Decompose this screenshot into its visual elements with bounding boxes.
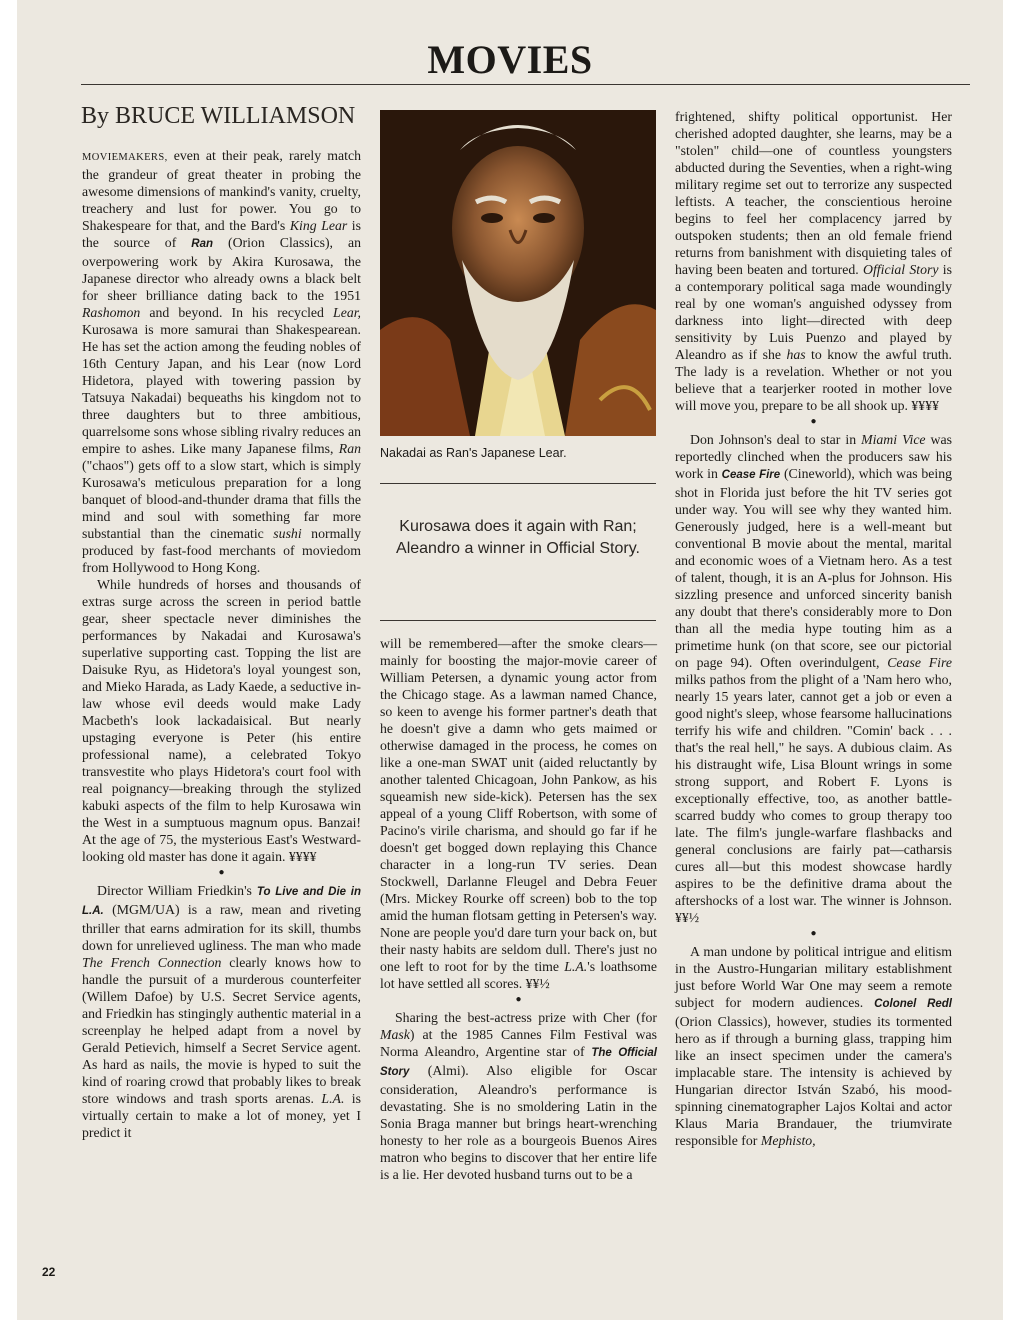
pullquote-top-rule <box>380 483 656 484</box>
column-1 <box>82 147 361 1141</box>
photo-nakadai <box>380 110 656 436</box>
section-bullet: ● <box>515 994 522 1005</box>
review-colonel-redl-paragraph: A man undone by political intrigue and elitism in the Austro-Hungarian military establishment just before World War One may seem a remote subject for modern audiences. Colonel Redl (Orion Classics), however, studies its tormented hero as if through a burning glass, trapping him like an insect specimen under the camera's implacable stare. The intensity is achieved by Hungarian director István Szabó, his mood-spinning cinematographer Lajos Koltai and actor Klaus Maria Brandauer, the triumvirate responsible for Mephisto, <box>675 944 953 1148</box>
pull-quote: Kurosawa does it again with Ran; Aleandro a winner in Official Story. <box>396 518 640 557</box>
pullquote-bottom-rule <box>380 620 656 621</box>
section-bullet: ● <box>810 928 817 939</box>
review-to-live-and-die-continued: will be remembered—after the smoke clears—mainly for boosting the major-movie career of William Petersen, a dynamic young actor from the Chicago stage. As a lawman named Chance, so keen to avenge his former partner's death that he doesn't give a damn who gets maimed or otherwise damaged in the process, he comes on like a one-man SWAT unit (aided reluctantly by another talented Chicagoan, John Pankow, as his squeamish new side-kick). Petersen has the sex appeal of a young Cliff Robertson, with some of Pacino's virile charisma, and should go far if he doesn't get bogged down replaying this Chance character in a long-run TV series. Dean Stockwell, Darlanne Fleugel and Debra Feuer (Mrs. Mickey Rourke off screen) bob to the top amid the human flotsam getting in Petersen's way. None are people you'd dare turn your back on, but their nasty habits are seldom dull. There's just no one left to root for by the time L.A.'s loathsome lot have settled all scores. ¥¥½ <box>380 636 657 991</box>
review-to-live-and-die-paragraph: Director William Friedkin's To Live and Die in L.A. (MGM/UA) is a raw, mean and riveting thriller that earns admiration for its skill, thumbs down for unrelieved ugliness. The man who made The French Connection clearly knows how to handle the pursuit of a murderous counterfeiter (Willem Dafoe) by U.S. Secret Service agents, and Friedkin has stingingly authentic material in a screenplay he helped adapt from a novel by Gerald Petievich, himself a Secret Service agent. As hard as nails, the movie is hyped to suit the kind of roaring crowd that probably likes to break store windows and trash sports arenas. L.A. is virtually certain to make a lot of money, yet I predict it <box>82 883 361 1140</box>
samurai-portrait-image <box>380 110 656 436</box>
column-2 <box>380 635 657 1183</box>
page-number: 22 <box>42 1265 56 1279</box>
section-bullet: ● <box>810 416 817 427</box>
title-divider <box>81 84 970 85</box>
review-ran-paragraph-1: MOVIEMAKERS, even at their peak, rarely match the grandeur of great theater in probing the awesome dimensions of mankind's vanity, cruelty, treachery and lust for power. You go to Shakespeare for that, and the Bard's King Lear is the source of Ran (Orion Classics), an overpowering work by Akira Kurosawa, the Japanese director who already owns a black belt for sheer brilliance dating back to the 1951 Rashomon and beyond. In his recycled Lear, Kurosawa is more samurai than Shakespearean. He has set the action among the feuding nobles of 16th Century Japan, and his Lear (now Lord Hidetora, played with towering passion by Tatsuya Nakadai) bequeaths his kingdom not to three daughters but to three ambitious, quarrelsome sons whose sibling rivalry reduces an empire to ashes. Like many Japanese films, Ran ("chaos") gets off to a slow start, which is simply Kurosawa's meticulous preparation for a long banquet of blood-and-thunder drama that fills the mind and soul with something far more substantial than the cinematic sushi normally produced by fast-food merchants of moviedom from Hollywood to Hong Kong. <box>82 148 361 575</box>
review-cease-fire-paragraph: Don Johnson's deal to star in Miami Vice was reportedly clinched when the producers saw his work in Cease Fire (Cineworld), which was being shot in Florida just before the hit TV series got under way. You will see why they wanted him. Generously judged, here is a well-meant but conventional B movie about the mental, marital and economic woes of a Vietnam hero. As a test of talent, though, it is an A-plus for Johnson. His sizzling presence and unforced sincerity banish any doubt that there's considerably more to Don than all the media hype touting him as a primetime hunk (on that score, see our pictorial on page 94). Often overindulgent, Cease Fire milks pathos from the plight of a 'Nam hero who, nearly 15 years later, cannot get a job or even a good night's sleep, whose fearsome hallucinations terrify his wife and children. "Comin' back . . . that's the real hell," he says. A dubious claim. As his distraught wife, Lisa Blount wrings in some strong support, and Robert F. Lyons is exceptionally effective, too, as another battle-scarred buddy who comes to group therapy too late. The film's jungle-warfare flashbacks and general conclusions are fairly pat—catharsis cures all—but this modest showcase hardly aspires to be the definitive drama about the aftershocks of a lost war. The winner is Johnson. ¥¥½ <box>675 432 952 925</box>
byline: By BRUCE WILLIAMSON <box>81 103 356 129</box>
review-ran-paragraph-2: While hundreds of horses and thousands of extras surge across the screen in period battle gear, sheer spectacle never diminishes the performances by Nakadai and Kurosawa's superlative supporting cast. Topping the list are Daisuke Ryu, as Hidetora's loyal youngest son, and Mieko Harada, as Lady Kaede, a seductive in-law whose evil deeds would make Lady Macbeth's look lackadaisical. But nearly upstaging everyone is Peter (his entire professional name), a celebrated Tokyo transvestite who plays Hidetora's court fool with real poignancy—breaking through the stylized kabuki aspects of the film to help Kurosawa win the West in a sumptuous magnum opus. Banzai! At the age of 75, the mysterious East's Westward-looking old master has done it again. ¥¥¥¥ <box>82 577 361 864</box>
review-official-story-paragraph: Sharing the best-actress prize with Cher (for Mask) at the 1985 Cannes Film Festival was Norma Aleandro, Argentine star of The Official Story (Almi). Also eligible for Oscar consideration, Aleandro's performance is devastating. She is no smoldering Latin in the Sonia Braga manner but brings heart-wrenching honesty to her role as a bourgeois Buenos Aires matron who begins to discover that her entire life is a lie. Her devoted husband turns out to be a <box>380 1010 657 1182</box>
page-title: MOVIES <box>427 37 593 82</box>
photo-caption: Nakadai as Ran's Japanese Lear. <box>380 446 567 460</box>
section-bullet: ● <box>218 867 225 878</box>
magazine-page <box>17 0 1003 1320</box>
column-3 <box>675 108 952 1149</box>
review-official-story-continued: frightened, shifty political opportunist. Her cherished adopted daughter, she learns, may be a "stolen" child—one of countless youngsters abducted during the Seventies, when a right-wing military regime set out to terrorize any suspected leftists. A teacher, the conscientious heroine begins to feel her complacency jarred by outspoken students; then an old female friend returns from banishment with disquieting tales of having been beaten and tortured. Official Story is a contemporary political saga made woundingly real by one woman's anguished odyssey from darkness into light—directed with deep sensitivity by Luis Puenzo and played by Aleandro as if she has to know the awful truth. The lady is a revelation. Whether or not you believe that a tearjerker rooted in mother love will move you, prepare to be all shook up. ¥¥¥¥ <box>675 109 952 413</box>
